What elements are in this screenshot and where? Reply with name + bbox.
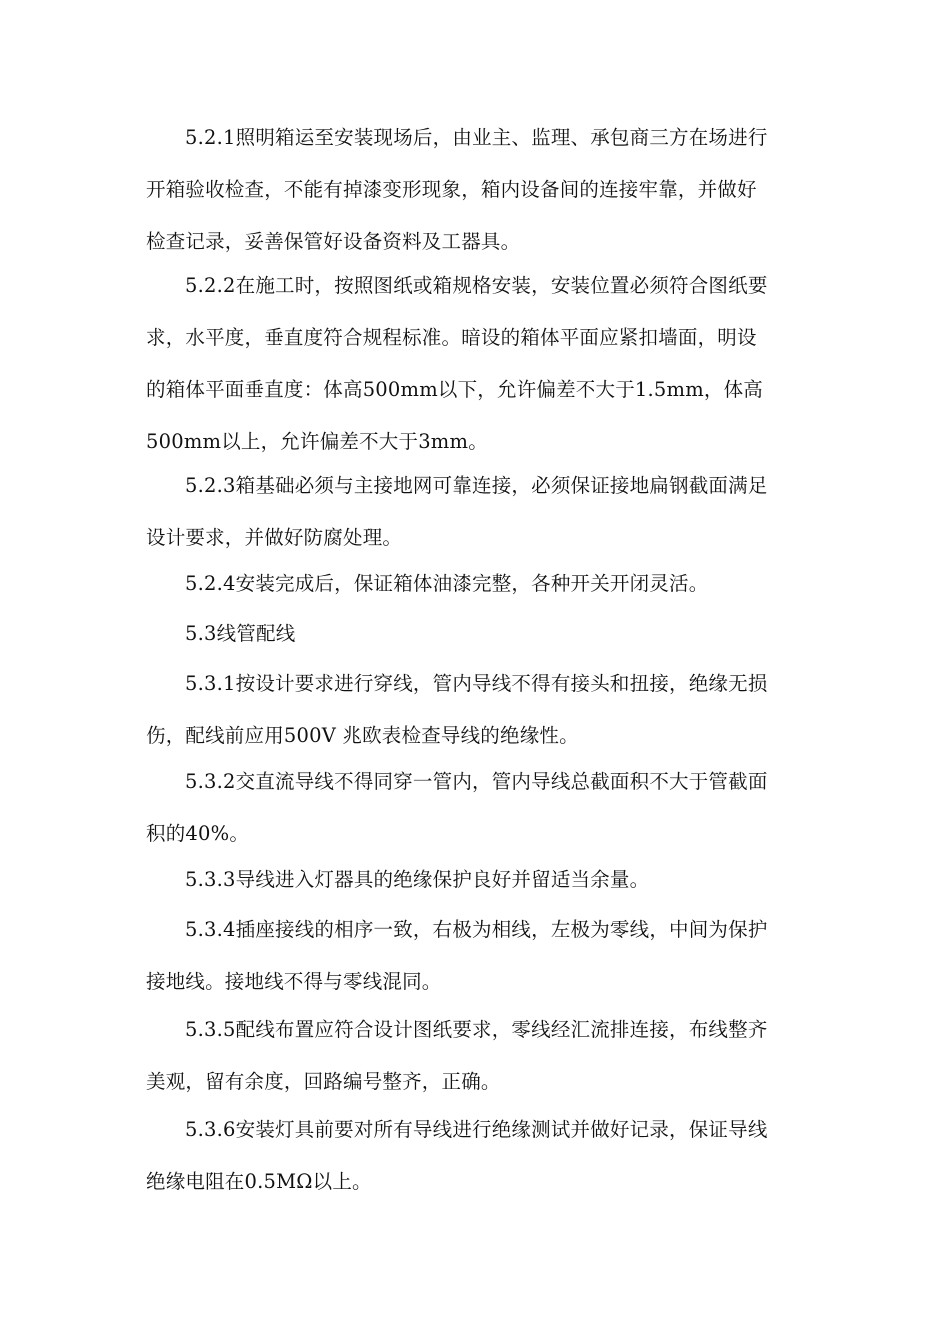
text-line: 5.3.4插座接线的相序一致，右极为相线，左极为零线，中间为保护 — [185, 918, 768, 941]
text-line: 5.2.1照明箱运至安装现场后，由业主、监理、承包商三方在场进行 — [185, 126, 768, 149]
text-line: 5.2.3箱基础必须与主接地网可靠连接，必须保证接地扁钢截面满足 — [185, 474, 768, 497]
paragraph-5-2-4 — [146, 558, 811, 610]
text-line: 绝缘电阻在0.5MΩ以上。 — [146, 1170, 372, 1193]
text-line: 5.3.2交直流导线不得同穿一管内，管内导线总截面积不大于管截面 — [185, 770, 768, 793]
text-line: 的箱体平面垂直度：体高500mm以下，允许偏差不大于1.5mm，体高 — [146, 378, 763, 401]
paragraph-5-3-3 — [146, 854, 811, 906]
paragraph-5-2-1 — [146, 112, 811, 268]
paragraph-5-2-3 — [146, 460, 811, 564]
section-heading-5-3 — [146, 608, 811, 660]
text-line: 5.3.6安装灯具前要对所有导线进行绝缘测试并做好记录，保证导线 — [185, 1118, 768, 1141]
paragraph-5-3-6 — [146, 1104, 811, 1208]
text-line: 5.2.2在施工时，按照图纸或箱规格安装，安装位置必须符合图纸要 — [185, 274, 768, 297]
text-line: 500mm以上，允许偏差不大于3mm。 — [146, 430, 488, 453]
text-line: 5.3.3导线进入灯器具的绝缘保护良好并留适当余量。 — [185, 868, 650, 891]
paragraph-5-3-4 — [146, 904, 811, 1008]
text-line: 检查记录，妥善保管好设备资料及工器具。 — [146, 230, 521, 253]
text-line: 伤，配线前应用500V 兆欧表检查导线的绝缘性。 — [146, 724, 579, 747]
text-line: 开箱验收检查，不能有掉漆变形现象，箱内设备间的连接牢靠，并做好 — [146, 178, 757, 201]
text-line: 5.3线管配线 — [185, 622, 296, 645]
text-line: 5.2.4安装完成后，保证箱体油漆完整，各种开关开闭灵活。 — [185, 572, 709, 595]
text-line: 美观，留有余度，回路编号整齐，正确。 — [146, 1070, 501, 1093]
paragraph-5-3-5 — [146, 1004, 811, 1108]
paragraph-5-2-2 — [146, 260, 811, 468]
text-line: 5.3.1按设计要求进行穿线，管内导线不得有接头和扭接，绝缘无损 — [185, 672, 768, 695]
text-line: 设计要求，并做好防腐处理。 — [146, 526, 403, 549]
text-line: 接地线。接地线不得与零线混同。 — [146, 970, 442, 993]
paragraph-5-3-2 — [146, 756, 811, 860]
text-line: 求，水平度，垂直度符合规程标准。暗设的箱体平面应紧扣墙面，明设 — [146, 326, 757, 349]
text-line: 积的40%。 — [146, 822, 250, 845]
paragraph-5-3-1 — [146, 658, 811, 762]
text-line: 5.3.5配线布置应符合设计图纸要求，零线经汇流排连接，布线整齐 — [185, 1018, 768, 1041]
